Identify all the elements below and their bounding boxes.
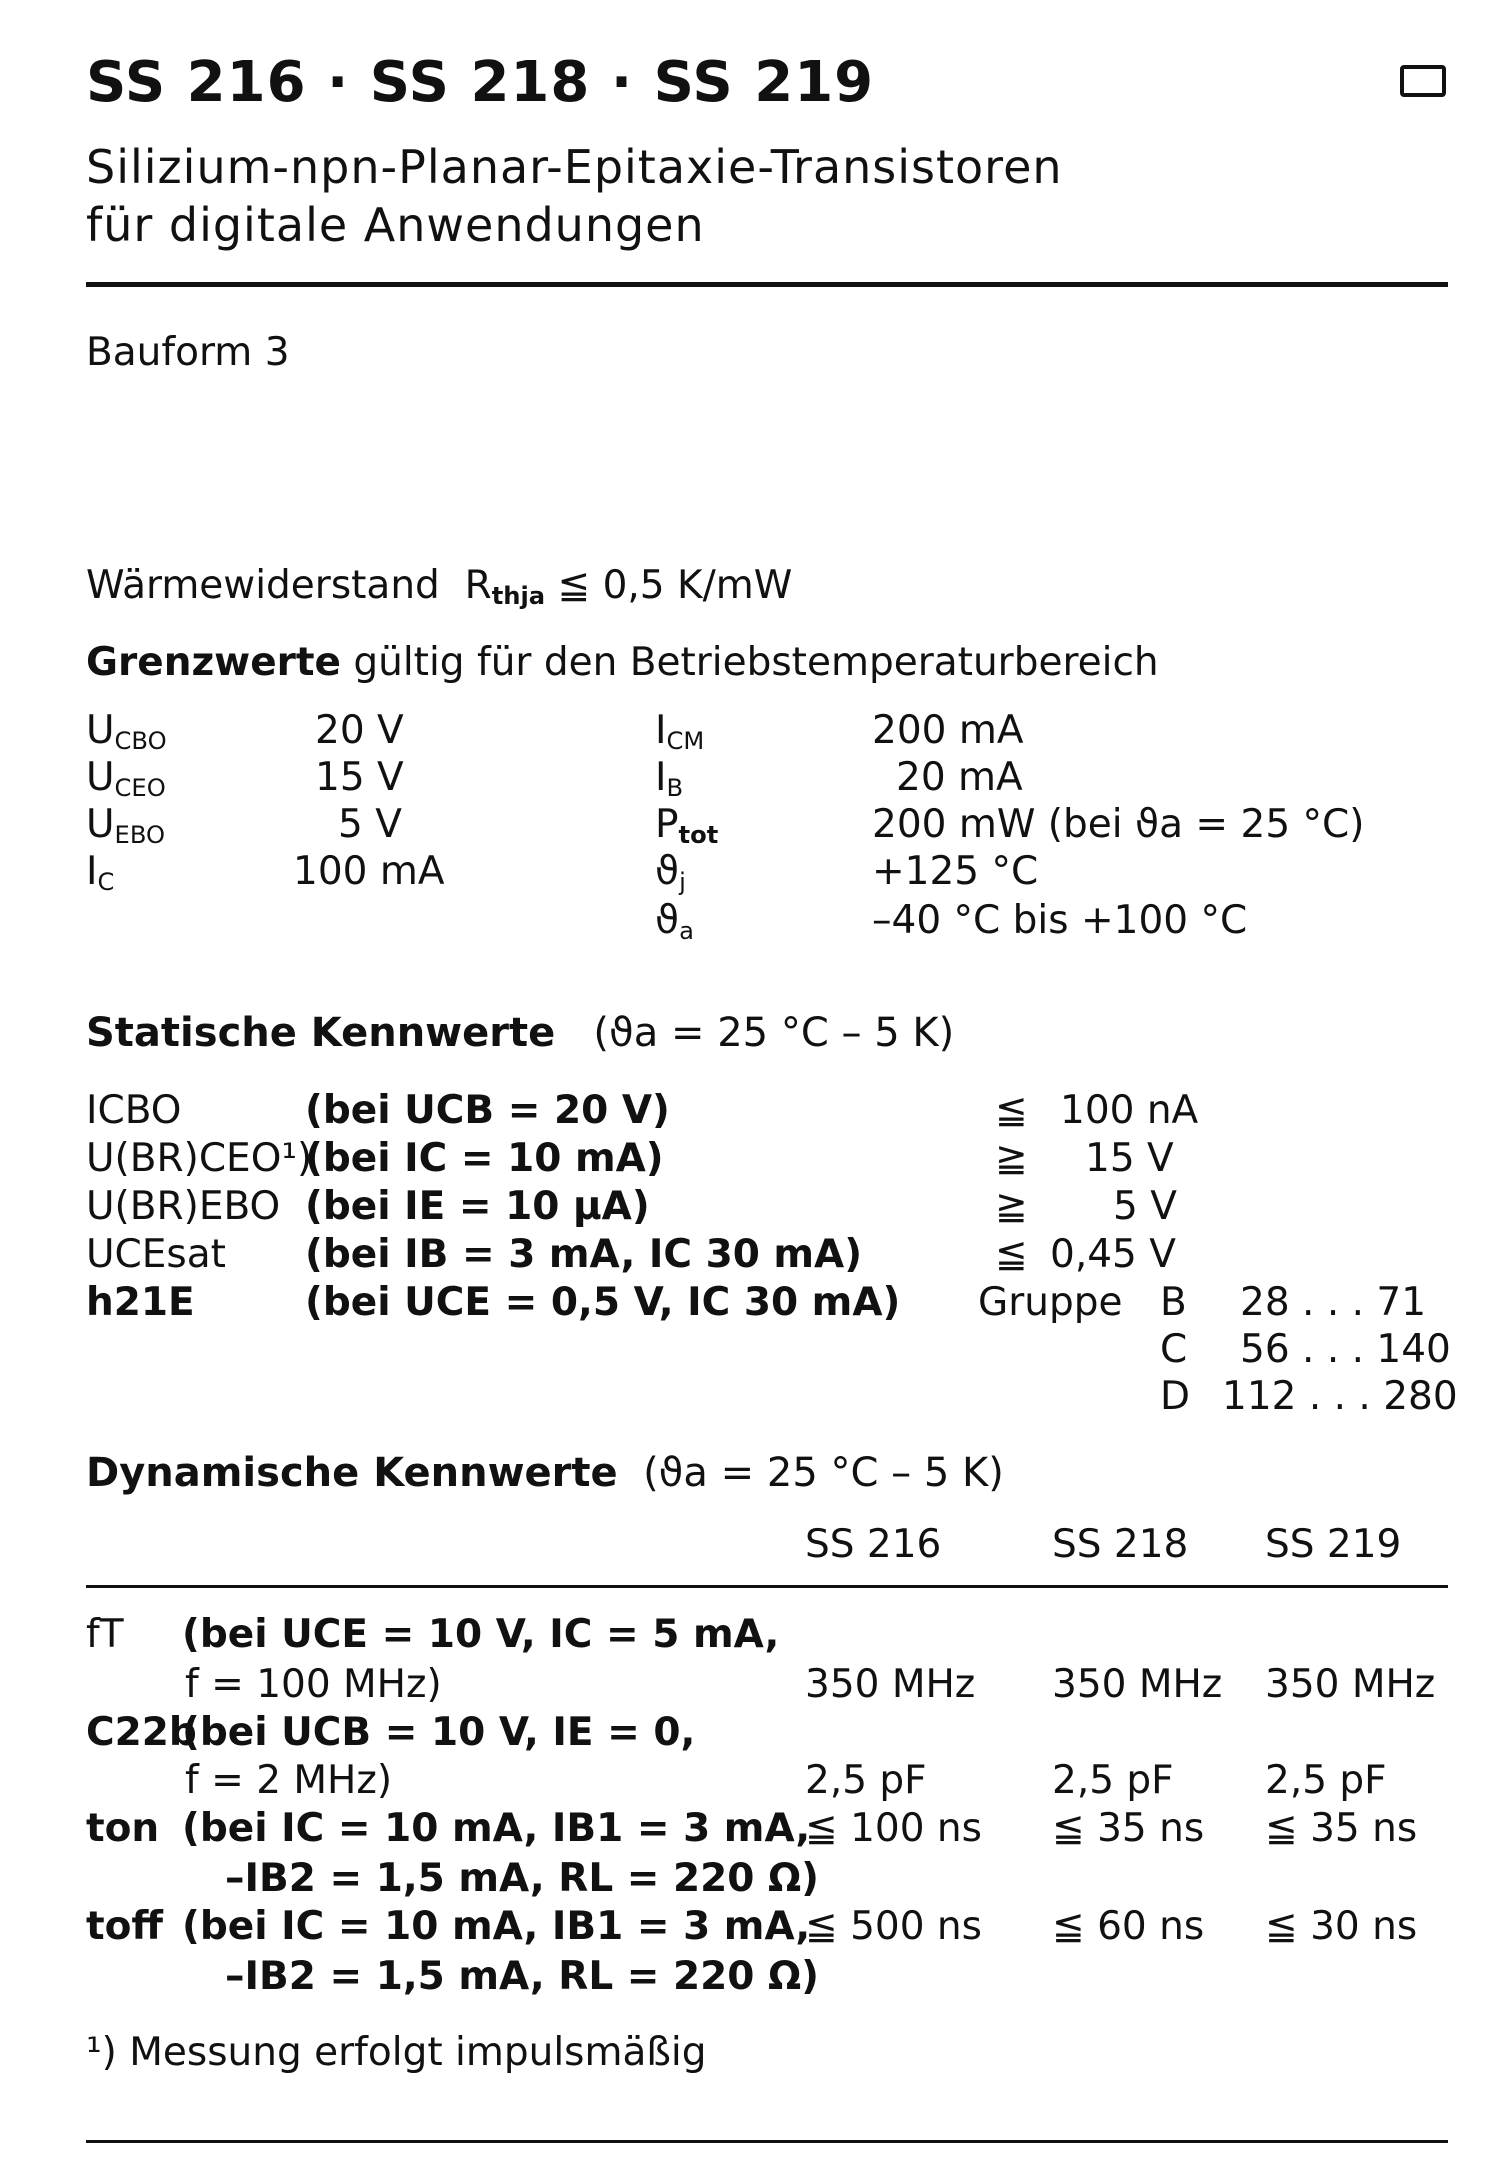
footnote: ¹) Messung erfolgt impulsmäßig: [86, 2030, 707, 2075]
limit-value: +125 °C: [872, 849, 1039, 894]
static-value: 15 V: [1085, 1136, 1174, 1181]
static-condition: (bei UCE = 0,5 V, IC 30 mA): [305, 1280, 901, 1325]
dynamic-symbol: toff: [86, 1904, 164, 1949]
static-symbol: U(BR)EBO: [86, 1184, 281, 1229]
static-condition: (bei IC = 10 mA): [305, 1136, 664, 1181]
dynamic-value: 350 MHz: [805, 1662, 976, 1707]
dynamic-value: 350 MHz: [1265, 1662, 1436, 1707]
thermal-value: 0,5 K/mW: [602, 563, 793, 608]
static-symbol: ICBO: [86, 1088, 182, 1133]
limit-row: $U_{CEO}$: [86, 755, 166, 803]
limit-value: 20 V: [315, 708, 404, 753]
package-label: Bauform 3: [86, 330, 290, 375]
limit-value: 15 V: [315, 755, 404, 800]
limit-value: –40 °C bis +100 °C: [872, 898, 1248, 943]
dynamic-symbol: C22b: [86, 1710, 197, 1755]
column-header: SS 218: [1052, 1522, 1189, 1567]
static-value: 5 V: [1113, 1184, 1177, 1229]
static-relation: ≧: [995, 1184, 1028, 1229]
dynamic-value: ≦ 35 ns: [1052, 1806, 1205, 1851]
dynamic-value: 2,5 pF: [805, 1758, 927, 1803]
limit-value: 5 V: [338, 802, 402, 847]
static-relation: ≧: [995, 1136, 1028, 1181]
dynamic-value: ≦ 60 ns: [1052, 1904, 1205, 1949]
static-heading-cond: (ϑa = 25 °C – 5 K): [593, 1010, 955, 1056]
frame-symbol-icon: [1400, 65, 1446, 97]
limit-row: $I_B$: [655, 755, 684, 803]
dynamic-condition: (bei UCB = 10 V, IE = 0,: [182, 1710, 696, 1755]
limit-row: $ϑ_a$: [655, 898, 694, 946]
dynamic-value: ≦ 30 ns: [1265, 1904, 1418, 1949]
group-letter: D: [1160, 1374, 1191, 1419]
dynamic-condition: (bei UCE = 10 V, IC = 5 mA,: [182, 1612, 780, 1657]
group-letter: C: [1160, 1327, 1188, 1372]
footer-rule: [86, 2140, 1448, 2143]
thermal-symbol: R: [464, 563, 492, 608]
static-symbol: UCEsat: [86, 1232, 226, 1277]
static-condition: (bei IE = 10 µA): [305, 1184, 650, 1229]
group-range: 56 . . . 140: [1240, 1327, 1451, 1372]
group-range: 112 . . . 280: [1222, 1374, 1458, 1419]
dynamic-symbol: fT: [86, 1612, 124, 1657]
group-letter: B: [1160, 1280, 1187, 1325]
limit-row: $ϑ_j$: [655, 849, 686, 897]
thermal-relation: ≦: [557, 563, 591, 608]
group-range: 28 . . . 71: [1240, 1280, 1427, 1325]
static-value: 100 nA: [1060, 1088, 1199, 1133]
limit-value: 200 mW (bei ϑa = 25 °C): [872, 802, 1365, 847]
static-condition: (bei UCB = 20 V): [305, 1088, 670, 1133]
limits-heading: [86, 640, 1159, 685]
dynamic-condition-cont: –IB2 = 1,5 mA, RL = 220 Ω): [225, 1954, 819, 1999]
header-rule: [86, 282, 1448, 287]
subtitle-line1: Silizium-npn-Planar-Epitaxie-Transistoren: [86, 140, 1063, 194]
page-title: SS 216 · SS 218 · SS 219: [86, 50, 875, 115]
thermal-symbol-sub: thja: [491, 582, 546, 611]
thermal-resistance: [86, 563, 792, 610]
static-symbol: U(BR)CEO¹): [86, 1136, 313, 1181]
limit-row: $U_{CBO}$: [86, 708, 167, 756]
dynamic-symbol: ton: [86, 1806, 160, 1851]
thermal-label: Wärmewiderstand: [86, 563, 440, 608]
table-rule: [86, 1585, 1448, 1588]
limit-row: $P_{tot}$: [655, 802, 719, 850]
static-heading-bold: Statische Kennwerte: [86, 1010, 556, 1056]
limits-heading-rest: gültig für den Betriebstemperaturbereich: [353, 640, 1159, 685]
static-condition: (bei IB = 3 mA, IC 30 mA): [305, 1232, 863, 1277]
groups-label: Gruppe: [978, 1280, 1123, 1325]
static-relation: ≦: [995, 1088, 1028, 1133]
dynamic-condition-cont: f = 100 MHz): [185, 1662, 442, 1707]
limit-value: 20 mA: [896, 755, 1023, 800]
limit-row: $I_C$: [86, 849, 115, 897]
dynamic-value: 350 MHz: [1052, 1662, 1223, 1707]
static-symbol: h21E: [86, 1280, 195, 1325]
dynamic-value: ≦ 500 ns: [805, 1904, 982, 1949]
limit-value: 200 mA: [872, 708, 1024, 753]
column-header: SS 219: [1265, 1522, 1402, 1567]
dynamic-value: 2,5 pF: [1265, 1758, 1387, 1803]
static-relation: ≦: [995, 1232, 1028, 1277]
subtitle-line2: für digitale Anwendungen: [86, 198, 705, 252]
dynamic-value: ≦ 35 ns: [1265, 1806, 1418, 1851]
dynamic-heading: [86, 1450, 1004, 1496]
static-heading: [86, 1010, 954, 1056]
dynamic-condition: (bei IC = 10 mA, IB1 = 3 mA,: [182, 1806, 811, 1851]
limit-row: $I_{CM}$: [655, 708, 705, 756]
dynamic-value: 2,5 pF: [1052, 1758, 1174, 1803]
dynamic-heading-cond: (ϑa = 25 °C – 5 K): [643, 1450, 1004, 1496]
dynamic-value: ≦ 100 ns: [805, 1806, 982, 1851]
dynamic-condition: (bei IC = 10 mA, IB1 = 3 mA,: [182, 1904, 811, 1949]
dynamic-condition-cont: f = 2 MHz): [185, 1758, 393, 1803]
limit-row: $U_{EBO}$: [86, 802, 166, 850]
limits-heading-bold: Grenzwerte: [86, 640, 341, 685]
dynamic-heading-bold: Dynamische Kennwerte: [86, 1450, 618, 1496]
limit-value: 100 mA: [293, 849, 445, 894]
column-header: SS 216: [805, 1522, 942, 1567]
static-value: 0,45 V: [1050, 1232, 1176, 1277]
dynamic-condition-cont: –IB2 = 1,5 mA, RL = 220 Ω): [225, 1856, 819, 1901]
